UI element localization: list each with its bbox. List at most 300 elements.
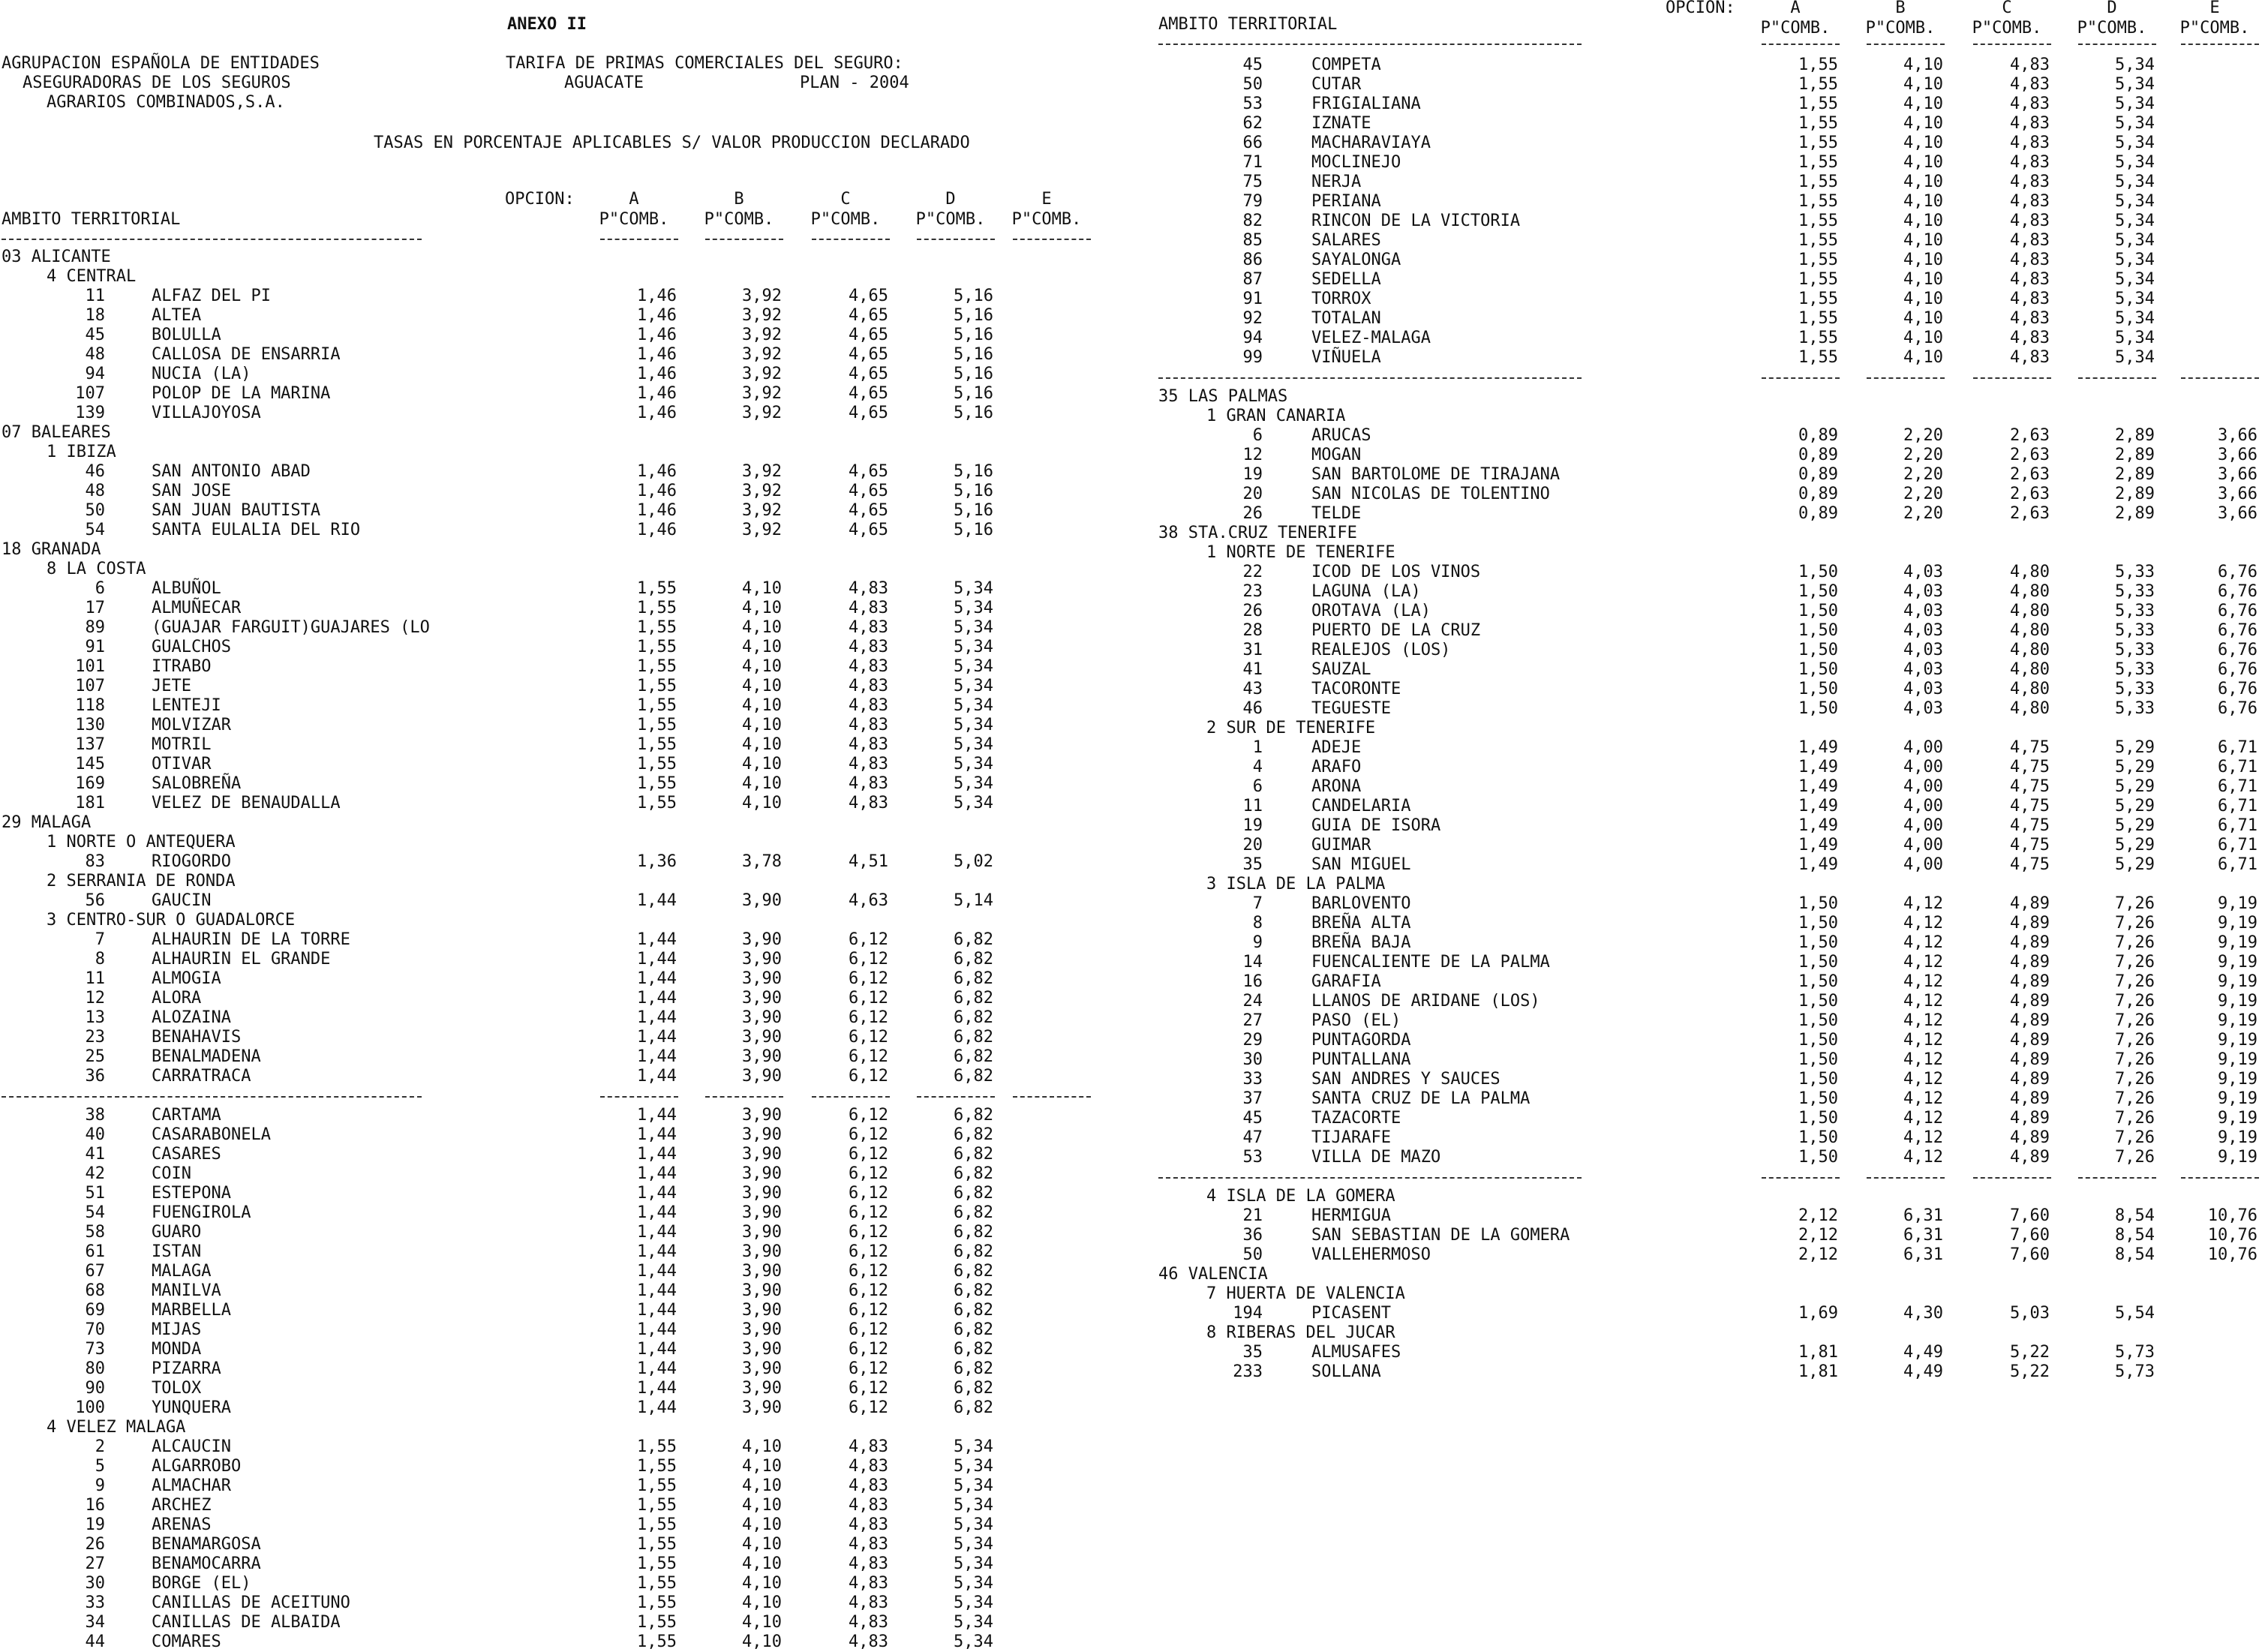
municipality-code: 82 xyxy=(1242,212,1263,230)
table-row xyxy=(0,56,2265,75)
municipality-name: GARAFIA xyxy=(1311,972,1381,991)
rate-c: 6,12 xyxy=(849,1223,888,1242)
rate-c: 4,83 xyxy=(849,579,888,598)
rate-c: 4,83 xyxy=(2010,348,2050,367)
table-row xyxy=(0,1245,2265,1265)
municipality-code: 50 xyxy=(1242,1245,1263,1264)
table-row xyxy=(0,485,2265,504)
rate-c: 4,83 xyxy=(2010,212,2050,230)
municipality-name: ALMUSAFES xyxy=(1311,1343,1401,1362)
municipality-code: 25 xyxy=(85,1047,105,1066)
municipality-name: BENAMARGOSA xyxy=(152,1535,261,1554)
table-row xyxy=(0,582,2265,602)
rate-d: 5,29 xyxy=(2115,836,2155,855)
rate-a: 1,44 xyxy=(637,989,677,1008)
rate-b: 3,90 xyxy=(742,1262,782,1281)
rate-e: 6,71 xyxy=(2218,777,2257,796)
municipality-name: GUARO xyxy=(152,1223,202,1242)
rate-d: 5,33 xyxy=(2115,621,2155,640)
rate-d: 6,82 xyxy=(954,1008,993,1027)
rate-c: 4,65 xyxy=(849,404,888,422)
municipality-code: 12 xyxy=(1242,446,1263,464)
rate-a: 1,44 xyxy=(637,1008,677,1027)
municipality-name: SAYALONGA xyxy=(1311,251,1401,269)
rate-e: 9,19 xyxy=(2218,1128,2257,1147)
municipality-code: 11 xyxy=(1242,797,1263,815)
rate-a: 1,50 xyxy=(1798,1070,1838,1089)
rate-d: 5,34 xyxy=(954,1574,993,1593)
municipality-name: ALTEA xyxy=(152,306,202,325)
rate-c: 6,12 xyxy=(849,1145,888,1164)
municipality-code: 169 xyxy=(75,774,105,793)
column-letter-b: B xyxy=(734,190,744,209)
municipality-name: MOCLINEJO xyxy=(1311,153,1401,172)
rate-c: 4,83 xyxy=(2010,114,2050,133)
separator-rule-b xyxy=(1867,1177,1945,1179)
rate-e: 3,66 xyxy=(2218,465,2257,484)
rate-c: 4,65 xyxy=(849,287,888,305)
rate-d: 7,26 xyxy=(2115,914,2155,933)
municipality-code: 29 xyxy=(1242,1031,1263,1050)
rate-d: 5,34 xyxy=(954,1593,993,1612)
table-row xyxy=(0,660,2265,680)
rate-d: 5,34 xyxy=(2115,95,2155,113)
rate-a: 1,55 xyxy=(1798,192,1838,211)
rate-c: 4,80 xyxy=(2010,680,2050,698)
municipality-code: 181 xyxy=(75,794,105,812)
ambito-header-right: AMBITO TERRITORIAL xyxy=(1158,15,1338,34)
rate-b: 3,92 xyxy=(742,287,782,305)
municipality-name: REALEJOS (LOS) xyxy=(1311,641,1451,659)
municipality-code: 130 xyxy=(75,716,105,734)
rate-c: 7,60 xyxy=(2010,1226,2050,1245)
municipality-name: VELEZ-MALAGA xyxy=(1311,329,1431,347)
municipality-code: 99 xyxy=(1242,348,1263,367)
rate-d: 5,34 xyxy=(954,1515,993,1534)
rate-b: 4,03 xyxy=(1903,680,1943,698)
rate-c: 4,83 xyxy=(2010,231,2050,250)
rate-d: 5,33 xyxy=(2115,563,2155,581)
rate-d: 5,14 xyxy=(954,891,993,910)
municipality-name: TELDE xyxy=(1311,504,1362,523)
rate-a: 1,50 xyxy=(1798,582,1838,601)
rate-d: 2,89 xyxy=(2115,426,2155,445)
table-row xyxy=(0,95,2265,114)
option-label: OPCION: xyxy=(505,190,575,209)
municipality-code: 28 xyxy=(1242,621,1263,640)
rate-c: 4,89 xyxy=(2010,1128,2050,1147)
rate-d: 5,16 xyxy=(954,306,993,325)
rate-e: 6,76 xyxy=(2218,660,2257,679)
municipality-name: MOLVIZAR xyxy=(152,716,231,734)
municipality-name: BOLULLA xyxy=(152,326,221,344)
rate-c: 6,12 xyxy=(849,1281,888,1300)
municipality-name: MANILVA xyxy=(152,1281,221,1300)
rate-a: 1,44 xyxy=(637,1184,677,1203)
municipality-name: SAUZAL xyxy=(1311,660,1371,679)
rate-a: 1,44 xyxy=(637,930,677,949)
entity-name-line-1: AGRUPACION ESPAÑOLA DE ENTIDADES xyxy=(2,54,320,73)
table-row xyxy=(0,329,2265,348)
rate-d: 5,33 xyxy=(2115,699,2155,718)
table-row xyxy=(0,1184,2265,1203)
rate-c: 4,83 xyxy=(849,716,888,734)
column-unit-e: P"COMB. xyxy=(2179,19,2250,38)
municipality-code: 86 xyxy=(1242,251,1263,269)
table-row xyxy=(0,309,2265,329)
rate-b: 4,12 xyxy=(1903,1089,1943,1108)
municipality-code: 47 xyxy=(1242,1128,1263,1147)
province-heading: 03 ALICANTE xyxy=(2,248,111,266)
rate-c: 5,22 xyxy=(2010,1362,2050,1381)
rate-d: 6,82 xyxy=(954,1398,993,1417)
table-row xyxy=(0,384,2265,404)
column-unit-a: P"COMB. xyxy=(599,210,669,229)
rate-e: 9,19 xyxy=(2218,953,2257,972)
rate-a: 1,55 xyxy=(637,755,677,773)
rate-a: 1,55 xyxy=(637,1476,677,1495)
municipality-code: 40 xyxy=(85,1125,105,1144)
rate-b: 4,10 xyxy=(742,657,782,676)
municipality-code: 4 xyxy=(1252,758,1263,776)
municipality-name: SANTA CRUZ DE LA PALMA xyxy=(1311,1089,1531,1108)
rate-a: 1,55 xyxy=(637,638,677,656)
municipality-name: GUALCHOS xyxy=(152,638,231,656)
municipality-name: TOTALAN xyxy=(1311,309,1381,328)
municipality-name: JETE xyxy=(152,677,191,695)
rate-d: 5,34 xyxy=(2115,173,2155,191)
province-heading: 29 MALAGA xyxy=(2,813,92,832)
table-row xyxy=(0,153,2265,173)
rate-b: 4,10 xyxy=(742,1515,782,1534)
rate-a: 2,12 xyxy=(1798,1226,1838,1245)
rate-d: 5,34 xyxy=(954,774,993,793)
rate-d: 6,82 xyxy=(954,1164,993,1183)
rate-a: 0,89 xyxy=(1798,504,1838,523)
municipality-name: ALGARROBO xyxy=(152,1457,242,1476)
municipality-name: CARTAMA xyxy=(152,1106,221,1125)
rate-a: 1,55 xyxy=(1798,251,1838,269)
rate-d: 5,16 xyxy=(954,404,993,422)
rate-c: 6,12 xyxy=(849,1164,888,1183)
municipality-code: 17 xyxy=(85,599,105,617)
table-row xyxy=(0,1437,2265,1457)
rate-d: 5,34 xyxy=(954,579,993,598)
table-row xyxy=(0,114,2265,134)
rate-d: 5,34 xyxy=(954,755,993,773)
municipality-code: 56 xyxy=(85,891,105,910)
municipality-code: 11 xyxy=(85,287,105,305)
rate-e: 6,76 xyxy=(2218,621,2257,640)
table-row xyxy=(0,641,2265,660)
rate-c: 4,89 xyxy=(2010,1011,2050,1030)
rate-b: 4,49 xyxy=(1903,1343,1943,1362)
column-unit-e: P"COMB. xyxy=(1011,210,1082,229)
municipality-code: 89 xyxy=(85,618,105,637)
rate-a: 1,44 xyxy=(637,1047,677,1066)
rate-d: 5,34 xyxy=(954,1632,993,1651)
rate-d: 5,34 xyxy=(2115,75,2155,94)
rate-a: 1,55 xyxy=(637,696,677,715)
rate-a: 1,44 xyxy=(637,969,677,988)
rate-c: 4,80 xyxy=(2010,699,2050,718)
municipality-name: GAUCIN xyxy=(152,891,212,910)
municipality-name: OTIVAR xyxy=(152,755,212,773)
rate-d: 5,34 xyxy=(954,618,993,637)
comarca-heading: 4 CENTRAL xyxy=(47,267,137,286)
rate-c: 6,12 xyxy=(849,1242,888,1261)
municipality-code: 8 xyxy=(1252,914,1263,933)
municipality-code: 61 xyxy=(85,1242,105,1261)
rate-a: 1,44 xyxy=(637,1242,677,1261)
rate-c: 6,12 xyxy=(849,1125,888,1144)
rate-b: 4,12 xyxy=(1903,972,1943,991)
rate-a: 1,44 xyxy=(637,1028,677,1047)
municipality-code: 53 xyxy=(1242,1148,1263,1167)
rate-d: 5,34 xyxy=(2115,212,2155,230)
municipality-name: VELEZ DE BENAUDALLA xyxy=(152,794,341,812)
table-row xyxy=(0,992,2265,1011)
rate-c: 4,75 xyxy=(2010,855,2050,874)
table-row xyxy=(0,797,2265,816)
rate-d: 5,16 xyxy=(954,326,993,344)
rate-c: 4,83 xyxy=(849,1515,888,1534)
municipality-code: 33 xyxy=(1242,1070,1263,1089)
rate-d: 7,26 xyxy=(2115,1089,2155,1108)
rate-a: 1,49 xyxy=(1798,855,1838,874)
table-row xyxy=(0,563,2265,582)
rate-d: 6,82 xyxy=(954,950,993,969)
municipality-name: SAN NICOLAS DE TOLENTINO xyxy=(1311,485,1550,503)
rate-b: 4,10 xyxy=(742,1593,782,1612)
rate-c: 4,89 xyxy=(2010,953,2050,972)
comarca-heading: 7 HUERTA DE VALENCIA xyxy=(1206,1284,1405,1303)
municipality-code: 83 xyxy=(85,852,105,871)
table-row xyxy=(0,855,2265,875)
rate-a: 1,55 xyxy=(637,1554,677,1573)
municipality-code: 22 xyxy=(1242,563,1263,581)
rate-d: 5,34 xyxy=(954,735,993,754)
rate-c: 7,60 xyxy=(2010,1245,2050,1264)
rate-e: 6,76 xyxy=(2218,563,2257,581)
rate-b: 4,12 xyxy=(1903,933,1943,952)
rate-d: 5,33 xyxy=(2115,680,2155,698)
rate-b: 3,92 xyxy=(742,326,782,344)
rate-c: 4,83 xyxy=(2010,75,2050,94)
table-row xyxy=(0,1070,2265,1089)
rate-b: 4,10 xyxy=(1903,173,1943,191)
rate-b: 4,12 xyxy=(1903,1011,1943,1030)
rate-b: 4,10 xyxy=(742,716,782,734)
rate-a: 1,49 xyxy=(1798,738,1838,757)
rate-b: 4,12 xyxy=(1903,1109,1943,1128)
rate-b: 4,10 xyxy=(742,618,782,637)
municipality-code: 38 xyxy=(85,1106,105,1125)
municipality-code: 87 xyxy=(1242,270,1263,289)
rate-a: 1,81 xyxy=(1798,1362,1838,1381)
rate-a: 1,55 xyxy=(1798,231,1838,250)
municipality-code: 14 xyxy=(1242,953,1263,972)
rate-d: 5,16 xyxy=(954,482,993,500)
rate-c: 6,12 xyxy=(849,1359,888,1378)
municipality-code: 9 xyxy=(1252,933,1263,952)
table-row xyxy=(0,1148,2265,1167)
municipality-name: OROTAVA (LA) xyxy=(1311,602,1431,620)
municipality-code: 26 xyxy=(85,1535,105,1554)
rate-c: 4,89 xyxy=(2010,1050,2050,1069)
option-label-right: OPCION: xyxy=(1666,0,1735,17)
municipality-code: 70 xyxy=(85,1320,105,1339)
rate-d: 5,34 xyxy=(954,677,993,695)
annex-title: ANEXO II xyxy=(507,15,587,34)
rate-a: 1,50 xyxy=(1798,1011,1838,1030)
municipality-name: ARENAS xyxy=(152,1515,212,1534)
rate-a: 1,46 xyxy=(637,287,677,305)
municipality-code: 90 xyxy=(85,1379,105,1398)
rate-c: 4,83 xyxy=(2010,153,2050,172)
rate-a: 1,55 xyxy=(1798,329,1838,347)
table-row xyxy=(0,1050,2265,1070)
rate-c: 4,83 xyxy=(849,1476,888,1495)
municipality-code: 42 xyxy=(85,1164,105,1183)
rate-b: 4,10 xyxy=(742,1476,782,1495)
rate-e: 9,19 xyxy=(2218,1148,2257,1167)
rate-d: 2,89 xyxy=(2115,485,2155,503)
municipality-code: 54 xyxy=(85,521,105,539)
municipality-name: SOLLANA xyxy=(1311,1362,1381,1381)
rate-a: 0,89 xyxy=(1798,426,1838,445)
municipality-name: PERIANA xyxy=(1311,192,1381,211)
rate-d: 6,82 xyxy=(954,1184,993,1203)
rate-d: 5,34 xyxy=(954,638,993,656)
rate-a: 1,50 xyxy=(1798,1109,1838,1128)
rate-b: 4,00 xyxy=(1903,836,1943,855)
rate-a: 1,55 xyxy=(637,1632,677,1651)
rate-a: 1,46 xyxy=(637,501,677,520)
table-row xyxy=(0,251,2265,270)
rate-c: 4,83 xyxy=(849,755,888,773)
rate-a: 1,55 xyxy=(637,579,677,598)
rate-d: 5,34 xyxy=(954,1613,993,1632)
municipality-code: 68 xyxy=(85,1281,105,1300)
rate-d: 5,34 xyxy=(2115,114,2155,133)
rate-c: 4,83 xyxy=(2010,134,2050,152)
rate-b: 3,90 xyxy=(742,1145,782,1164)
rate-c: 4,83 xyxy=(849,599,888,617)
municipality-code: 6 xyxy=(1252,426,1263,445)
municipality-code: 7 xyxy=(1252,894,1263,913)
rate-c: 4,83 xyxy=(849,696,888,715)
table-row xyxy=(0,1613,2265,1632)
rate-a: 1,44 xyxy=(637,1340,677,1359)
rate-e: 6,76 xyxy=(2218,699,2257,718)
table-row xyxy=(0,914,2265,933)
rate-c: 4,80 xyxy=(2010,660,2050,679)
rate-a: 1,55 xyxy=(637,677,677,695)
rate-d: 6,82 xyxy=(954,1340,993,1359)
municipality-code: 34 xyxy=(85,1613,105,1632)
separator-rule-e xyxy=(2181,377,2259,379)
municipality-code: 91 xyxy=(1242,290,1263,308)
rate-d: 6,82 xyxy=(954,1359,993,1378)
municipality-code: 16 xyxy=(1242,972,1263,991)
rate-c: 7,60 xyxy=(2010,1206,2050,1225)
rate-c: 4,89 xyxy=(2010,914,2050,933)
rate-d: 5,33 xyxy=(2115,582,2155,601)
municipality-code: 36 xyxy=(85,1067,105,1086)
rate-b: 4,03 xyxy=(1903,582,1943,601)
municipality-name: PICASENT xyxy=(1311,1304,1391,1323)
rate-c: 4,89 xyxy=(2010,972,2050,991)
crop-name: AGUACATE xyxy=(564,74,644,92)
rate-d: 7,26 xyxy=(2115,894,2155,913)
table-row xyxy=(0,1574,2265,1593)
table-row xyxy=(0,1206,2265,1226)
rate-c: 4,75 xyxy=(2010,836,2050,855)
rate-d: 5,34 xyxy=(2115,329,2155,347)
rate-d: 6,82 xyxy=(954,1223,993,1242)
rate-c: 4,83 xyxy=(2010,173,2050,191)
rate-b: 4,12 xyxy=(1903,1070,1943,1089)
municipality-code: 5 xyxy=(95,1457,105,1476)
municipality-name: BREÑA BAJA xyxy=(1311,933,1411,952)
rate-a: 1,55 xyxy=(1798,309,1838,328)
rate-a: 1,55 xyxy=(637,1574,677,1593)
rate-a: 2,12 xyxy=(1798,1245,1838,1264)
municipality-name: PIZARRA xyxy=(152,1359,221,1378)
municipality-code: 20 xyxy=(1242,485,1263,503)
rate-e: 6,76 xyxy=(2218,602,2257,620)
rate-c: 4,83 xyxy=(849,1437,888,1456)
rate-e: 6,71 xyxy=(2218,758,2257,776)
rate-b: 4,03 xyxy=(1903,641,1943,659)
municipality-code: 23 xyxy=(85,1028,105,1047)
municipality-name: ISTAN xyxy=(152,1242,202,1261)
rate-c: 4,80 xyxy=(2010,621,2050,640)
rate-c: 6,12 xyxy=(849,969,888,988)
rate-a: 1,50 xyxy=(1798,992,1838,1011)
rate-a: 1,49 xyxy=(1798,777,1838,796)
province-heading: 46 VALENCIA xyxy=(1158,1265,1268,1284)
rate-d: 6,82 xyxy=(954,1301,993,1320)
rate-c: 4,65 xyxy=(849,306,888,325)
rate-a: 1,55 xyxy=(637,1457,677,1476)
municipality-code: 107 xyxy=(75,677,105,695)
rate-a: 1,55 xyxy=(637,735,677,754)
table-row xyxy=(0,602,2265,621)
rate-d: 6,82 xyxy=(954,1203,993,1222)
municipality-name: BENAMOCARRA xyxy=(152,1554,261,1573)
rate-b: 3,92 xyxy=(742,404,782,422)
rate-a: 1,50 xyxy=(1798,1148,1838,1167)
municipality-code: 92 xyxy=(1242,309,1263,328)
municipality-name: SALARES xyxy=(1311,231,1381,250)
rate-b: 3,92 xyxy=(742,345,782,364)
rate-c: 4,83 xyxy=(849,1593,888,1612)
table-row xyxy=(0,1398,2265,1418)
table-row xyxy=(0,1554,2265,1574)
rate-a: 1,69 xyxy=(1798,1304,1838,1323)
municipality-name: ALMACHAR xyxy=(152,1476,231,1495)
municipality-name: SAN JUAN BAUTISTA xyxy=(152,501,321,520)
rate-b: 2,20 xyxy=(1903,446,1943,464)
rate-a: 1,49 xyxy=(1798,758,1838,776)
table-row xyxy=(0,212,2265,231)
separator-rule-a xyxy=(1762,377,1840,379)
rate-d: 5,34 xyxy=(954,696,993,715)
rate-a: 1,36 xyxy=(637,852,677,871)
rate-c: 4,89 xyxy=(2010,992,2050,1011)
